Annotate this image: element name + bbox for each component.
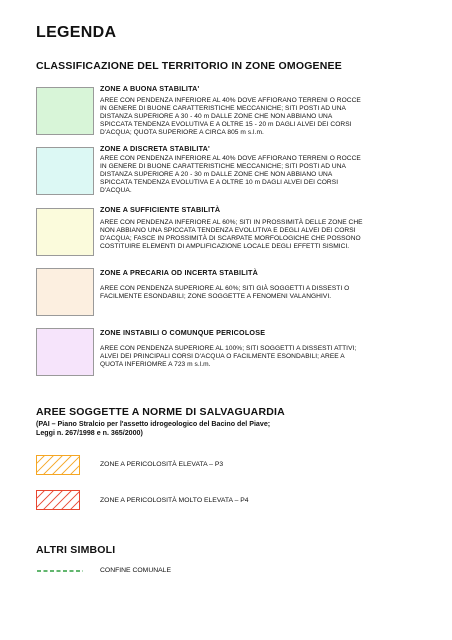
zone-swatch-buona (36, 87, 94, 135)
hazard-p4-label: ZONE A PERICOLOSITÀ MOLTO ELEVATA – P4 (100, 497, 249, 504)
hazard-p3-label: ZONE A PERICOLOSITÀ ELEVATA – P3 (100, 461, 224, 468)
zone-desc-buona: AREE CON PENDENZA INFERIORE AL 40% DOVE AFFIORANO TERRENI O ROCCE IN GENERE DI BUONE CARATTERISTICHE MECCANICHE; SITI POSTI AD UNA DISTANZA SUPERIORE A 30 - 40 m DALLE ZONE CHE NON ABBIANO UNA SPICCATA TENDENZA EVOLUTIVA E A OLTRE 15 - 20 m DAGLI ALVEI DEI CORSI D'ACQUA; QUOTA SUPERIORE A CIRCA 805 m s.l.m. (100, 97, 361, 136)
confine-comunale-label: CONFINE COMUNALE (100, 567, 171, 574)
page-title: LEGENDA (36, 24, 117, 41)
confine-comunale-line-icon (36, 568, 84, 574)
hazard-p4-swatch (36, 490, 80, 510)
zone-swatch-sufficiente (36, 208, 94, 256)
hatch-line (43, 455, 63, 475)
zone-swatch-discreta (36, 147, 94, 195)
salvaguardia-heading: AREE SOGGETTE A NORME DI SALVAGUARDIA (36, 406, 285, 418)
zone-title-buona: ZONE A BUONA STABILITA' (100, 84, 200, 93)
hatch-line (52, 490, 72, 510)
zone-swatch-instabili (36, 328, 94, 376)
salvaguardia-subtitle: (PAI – Piano Stralcio per l'assetto idrogeologico del Bacino del Piave; Leggi n. 267/1998 e n. 365/2000) (36, 420, 271, 437)
hazard-p3-swatch (36, 455, 80, 475)
hatch-line (61, 490, 80, 510)
zone-title-instabili: ZONE INSTABILI O COMUNQUE PERICOLOSE (100, 328, 266, 337)
zone-desc-sufficiente: AREE CON PENDENZA INFERIORE AL 60%; SITI IN PROSSIMITÀ DELLE ZONE CHE NON ABBIANO UNA SPICCATA TENDENZA EVOLUTIVA E DEGLI ALVEI DEI CORSI D'ACQUA; FASCE IN PROSSIMITÀ DI SCARPATE MORFOLOGICHE CHE POSSONO COSTITUIRE ELEMENTI DI AMPLIFICAZIONE LOCALE DEGLI EFFETTI SISMICI. (100, 219, 363, 250)
hatch-line (36, 455, 54, 475)
classification-heading: CLASSIFICAZIONE DEL TERRITORIO IN ZONE OMOGENEE (36, 60, 342, 72)
zone-swatch-precaria (36, 268, 94, 316)
zone-title-precaria: ZONE A PRECARIA OD INCERTA STABILITÀ (100, 268, 258, 277)
hatch-line (52, 455, 72, 475)
hatch-line (61, 455, 80, 475)
zone-desc-precaria: AREE CON PENDENZA SUPERIORE AL 60%; SITI GIÀ SOGGETTI A DISSESTI O FACILMENTE ESONDABILI; ZONE SOGGETTE A FENOMENI VALANGHIVI. (100, 285, 350, 300)
zone-desc-instabili: AREE CON PENDENZA SUPERIORE AL 100%; SITI SOGGETTI A DISSESTI ATTIVI; ALVEI DEI PRINCIPALI CORSI D'ACQUA O FACILMENTE ESONDABILI; AREE A QUOTA INFERIOMRE A 723 m s.l.m. (100, 345, 357, 368)
zone-desc-discreta: AREE CON PENDENZA INFERIORE AL 40% DOVE AFFIORANO TERRENI O ROCCE IN GENERE DI BUONE CARATTERISTICHE MECCANICHE; SITI POSTI AD UNA DISTANZA SUPERIORE A 20 - 30 m DALLE ZONE CHE NON ABBIANO UNA SPICCATA TENDENZA EVOLUTIVA E A OLTRE 10 m DAGLI ALVEI DEI CORSI D'ACQUA. (100, 155, 361, 194)
altri-simboli-heading: ALTRI SIMBOLI (36, 544, 116, 556)
hatch-line (36, 490, 54, 510)
zone-title-discreta: ZONE A DISCRETA STABILITA' (100, 144, 210, 153)
hatch-line (43, 490, 63, 510)
zone-title-sufficiente: ZONE A SUFFICIENTE STABILITÀ (100, 205, 221, 214)
